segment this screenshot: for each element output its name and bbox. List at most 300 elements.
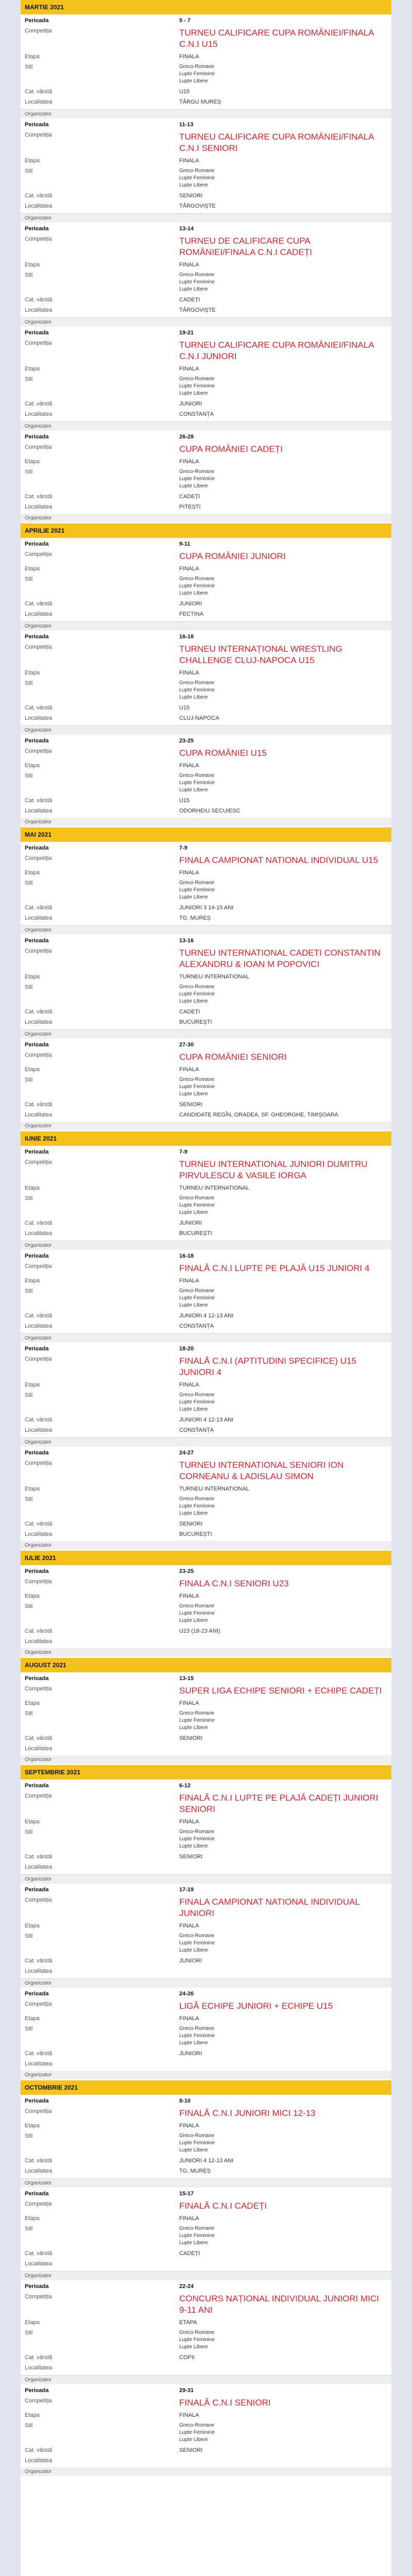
period-value: 6-12 — [179, 1783, 191, 1789]
locality-row — [21, 2455, 391, 2466]
period-row — [21, 2096, 391, 2106]
age-category-row — [21, 1519, 391, 1529]
locality-label: Localitatea — [25, 1745, 53, 1752]
month-header: MAI 2021 — [21, 827, 391, 842]
event-card — [21, 318, 391, 422]
style-item: Lupte Feminine — [179, 279, 215, 285]
period-label: Perioada — [25, 122, 49, 128]
locality-value: TÂRGOVIȘTE — [179, 203, 216, 209]
locality-value — [179, 1745, 387, 1752]
period-row — [21, 1989, 391, 1999]
age-category-label: Cat. vârstă — [25, 1101, 53, 1108]
style-item: Lupte Libere — [179, 2147, 208, 2153]
age-category-label: Cat. vârstă — [25, 89, 53, 95]
locality-row — [21, 1862, 391, 1872]
age-category-label: Cat. vârstă — [25, 2354, 53, 2361]
stage-row — [21, 1698, 391, 1708]
style-item: Greco-Romane — [179, 469, 215, 474]
style-item: Greco-Romane — [179, 576, 215, 582]
competition-row — [21, 1895, 391, 1921]
style-row — [21, 1286, 391, 1311]
style-item: Lupte Libere — [179, 2240, 208, 2246]
stage-value: FINALA — [179, 1593, 199, 1599]
stage-row — [21, 456, 391, 467]
style-item: Greco-Romane — [179, 984, 215, 990]
competition-value: FINALĂ C.N.I SENIORI — [179, 2398, 271, 2408]
locality-row — [21, 1966, 391, 1976]
age-category-value: U15 — [179, 89, 190, 95]
age-category-value: JUNIORI — [179, 1958, 202, 1964]
competition-row — [21, 2396, 391, 2410]
period-label: Perioada — [25, 541, 49, 547]
style-item: Lupte Libere — [179, 1618, 208, 1623]
locality-label: Localitatea — [25, 715, 53, 721]
style-row — [21, 1708, 391, 1733]
period-value: 26-28 — [179, 434, 194, 440]
locality-row — [21, 2059, 391, 2069]
style-item: Lupte Libere — [179, 391, 208, 396]
style-row — [21, 467, 391, 492]
age-category-label: Cat. vârstă — [25, 1854, 53, 1860]
style-value — [179, 680, 387, 701]
age-category-value: U15 — [179, 798, 190, 804]
locality-label: Localitatea — [25, 307, 53, 313]
competition-value: CUPA ROMÂNIEI JUNIORI — [179, 551, 286, 561]
age-category-row — [21, 1007, 391, 1017]
stage-label: Etapa — [25, 158, 40, 164]
style-item: Lupte Libere — [179, 2344, 208, 2350]
age-category-label: Cat. vârstă — [25, 2447, 53, 2453]
period-row — [21, 432, 391, 442]
style-row — [21, 2420, 391, 2445]
competition-value: TURNEU INTERNATIONAL SENIORI ION CORNEANU & LADISLAU SIMON — [179, 1460, 344, 1481]
period-row — [21, 936, 391, 946]
month-header: AUGUST 2021 — [21, 1658, 391, 1672]
age-category-value: COPII — [179, 2354, 195, 2361]
age-category-label: Cat. vârstă — [25, 494, 53, 500]
style-row — [21, 166, 391, 191]
competition-row — [21, 1354, 391, 1380]
locality-row — [21, 1743, 391, 1754]
stage-value: FINALA — [179, 2123, 199, 2129]
locality-label: Localitatea — [25, 2168, 53, 2174]
competition-value: FINALĂ C.N.I (APTITUDINI SPECIFICE) U15 JUNIORI 4 — [179, 1356, 356, 1377]
period-label: Perioada — [25, 1783, 49, 1789]
style-item: Lupte Feminine — [179, 2430, 215, 2435]
age-category-label: Cat. vârstă — [25, 1220, 53, 1226]
competition-label: Competiția — [25, 1793, 52, 1799]
period-value: 5 - 7 — [179, 18, 191, 24]
style-item: Lupte Libere — [179, 1406, 208, 1412]
style-value — [179, 879, 387, 901]
period-row — [21, 1448, 391, 1458]
period-row — [21, 843, 391, 853]
locality-row — [21, 1636, 391, 1647]
style-row — [21, 1193, 391, 1218]
event-card — [21, 110, 391, 214]
age-category-row — [21, 1099, 391, 1110]
locality-label: Localitatea — [25, 2261, 53, 2267]
style-item: Lupte Feminine — [179, 2033, 215, 2039]
style-label: Stil — [25, 1933, 33, 1939]
style-value — [179, 575, 387, 597]
event-card — [21, 2272, 391, 2376]
age-category-row — [21, 191, 391, 201]
competition-row — [21, 1684, 391, 1698]
organizer-label: Organizator — [21, 818, 391, 826]
locality-label: Localitatea — [25, 1638, 53, 1645]
stage-label: Etapa — [25, 262, 40, 268]
competition-value: TURNEU INTERNATIONAL JUNIORI DUMITRU PIRVULESCU & VASILE IORGA — [179, 1159, 368, 1180]
stage-row — [21, 2013, 391, 2024]
stage-row — [21, 668, 391, 678]
style-label: Stil — [25, 1288, 33, 1294]
competition-value: CUPA ROMÂNIEI SENIORI — [179, 1052, 287, 1062]
locality-row — [21, 913, 391, 923]
style-item: Greco-Romane — [179, 2133, 215, 2139]
locality-value: CONSTANȚA — [179, 1427, 214, 1433]
competition-label: Competiția — [25, 1579, 52, 1585]
stage-row — [21, 760, 391, 771]
age-category-value: CADEȚI — [179, 2250, 200, 2257]
style-row — [21, 771, 391, 795]
age-category-label: Cat. vârstă — [25, 2050, 53, 2057]
locality-label: Localitatea — [25, 1323, 53, 1329]
competition-label: Competiția — [25, 444, 52, 450]
style-item: Greco-Romane — [179, 2026, 215, 2031]
event-card — [21, 1438, 391, 1542]
event-card — [21, 1875, 391, 1979]
organizer-label: Organizator — [21, 318, 391, 327]
age-category-label: Cat. vârstă — [25, 401, 53, 407]
stage-value: FINALA — [179, 1700, 199, 1706]
competition-row — [21, 1261, 391, 1276]
style-row — [21, 1494, 391, 1519]
stage-label: Etapa — [25, 1066, 40, 1073]
stage-row — [21, 1064, 391, 1075]
competition-label: Competiția — [25, 1897, 52, 1903]
age-category-row — [21, 1733, 391, 1743]
event-card — [21, 726, 391, 819]
age-category-value: JUNIORI 3 14-15 ANI — [179, 905, 234, 911]
period-label: Perioada — [25, 2098, 49, 2104]
age-category-value: SENIORI — [179, 1101, 203, 1108]
period-row — [21, 224, 391, 234]
competition-label: Competiția — [25, 28, 52, 34]
style-label: Stil — [25, 773, 33, 779]
style-item: Greco-Romane — [179, 64, 215, 70]
organizer-label: Organizator — [21, 726, 391, 735]
event-card — [21, 538, 391, 622]
period-value: 19-21 — [179, 330, 194, 336]
competition-row — [21, 746, 391, 760]
locality-value: PITEȘTI — [179, 504, 201, 510]
competition-row — [21, 1999, 391, 2013]
locality-row — [21, 409, 391, 419]
competition-row — [21, 234, 391, 260]
competition-row — [21, 130, 391, 156]
period-row — [21, 1781, 391, 1791]
period-value: 17-19 — [179, 1887, 194, 1893]
style-row — [21, 678, 391, 703]
organizer-label: Organizator — [21, 1122, 391, 1130]
stage-label: Etapa — [25, 1923, 40, 1929]
organizer-label: Organizator — [21, 514, 391, 522]
locality-row — [21, 1425, 391, 1435]
locality-label: Localitatea — [25, 1968, 53, 1974]
period-row — [21, 2281, 391, 2292]
locality-label: Localitatea — [25, 915, 53, 921]
stage-label: Etapa — [25, 2015, 40, 2022]
stage-value: FINALA — [179, 762, 199, 769]
age-category-label: Cat. vârstă — [25, 905, 53, 911]
age-category-row — [21, 2048, 391, 2059]
event-card — [21, 2179, 391, 2272]
age-category-row — [21, 2248, 391, 2259]
competition-label: Competiția — [25, 644, 52, 650]
locality-label: Localitatea — [25, 99, 53, 105]
stage-label: Etapa — [25, 1185, 40, 1191]
style-item: Lupte Feminine — [179, 383, 215, 389]
style-value — [179, 1496, 387, 1517]
age-category-row — [21, 2445, 391, 2455]
period-value: 27-30 — [179, 1042, 194, 1048]
style-item: Lupte Feminine — [179, 1202, 215, 1208]
age-category-value: JUNIORI 4 12-13 ANI — [179, 2158, 234, 2164]
stage-label: Etapa — [25, 974, 40, 980]
locality-value: TÂRGOVIȘTE — [179, 307, 216, 313]
period-row — [21, 736, 391, 746]
style-item: Lupte Feminine — [179, 71, 215, 77]
style-label: Stil — [25, 576, 33, 582]
locality-value — [179, 2060, 387, 2067]
competition-calendar — [21, 0, 391, 2576]
style-label: Stil — [25, 880, 33, 886]
style-item: Greco-Romane — [179, 1077, 215, 1082]
period-row — [21, 539, 391, 549]
stage-value: FINALA — [179, 1278, 199, 1284]
style-value — [179, 1287, 387, 1309]
competition-row — [21, 1791, 391, 1817]
period-value: 29-31 — [179, 2387, 194, 2394]
event-card — [21, 926, 391, 1030]
competition-row — [21, 1458, 391, 1484]
period-value: 23-25 — [179, 1568, 194, 1574]
style-row — [21, 1390, 391, 1415]
period-label: Perioada — [25, 1675, 49, 1682]
locality-value — [179, 1968, 387, 1975]
organizer-label: Organizator — [21, 1755, 391, 1764]
event-card — [21, 1030, 391, 1123]
locality-label: Localitatea — [25, 2458, 53, 2464]
period-row — [21, 1147, 391, 1157]
age-category-value: SENIORI — [179, 1854, 203, 1860]
locality-row — [21, 609, 391, 619]
competition-value: CUPA ROMÂNIEI U15 — [179, 748, 267, 758]
locality-value: CLUJ-NAPOCA — [179, 715, 219, 721]
competition-value: CONCURS NAȚIONAL INDIVIDUAL JUNIORI MICI 9-11 ANI — [179, 2294, 379, 2315]
period-row — [21, 1673, 391, 1684]
competition-label: Competiția — [25, 1686, 52, 1692]
style-item: Greco-Romane — [179, 1288, 215, 1294]
organizer-label: Organizator — [21, 1438, 391, 1447]
stage-value: ETAPA — [179, 2319, 197, 2326]
style-item: Lupte Feminine — [179, 1084, 215, 1090]
style-value — [179, 2329, 387, 2351]
event-card — [21, 1672, 391, 1756]
stage-value: FINALA — [179, 670, 199, 676]
locality-row — [21, 806, 391, 816]
age-category-row — [21, 2352, 391, 2363]
period-label: Perioada — [25, 1253, 49, 1259]
locality-value: TG. MUREȘ — [179, 2168, 211, 2174]
style-item: Greco-Romane — [179, 1496, 215, 1502]
competition-row — [21, 442, 391, 456]
style-item: Lupte Feminine — [179, 2140, 215, 2146]
locality-row — [21, 97, 391, 107]
style-item: Lupte Feminine — [179, 1836, 215, 1842]
period-label: Perioada — [25, 845, 49, 851]
style-item: Lupte Feminine — [179, 1940, 215, 1946]
style-row — [21, 374, 391, 399]
style-item: Greco-Romane — [179, 272, 215, 278]
period-label: Perioada — [25, 1149, 49, 1155]
organizer-label: Organizator — [21, 622, 391, 631]
style-item: Lupte Feminine — [179, 1718, 215, 1723]
style-item: Greco-Romane — [179, 2330, 215, 2335]
event-card — [21, 2376, 391, 2468]
age-category-label: Cat. vârstă — [25, 2158, 53, 2164]
style-item: Lupte Libere — [179, 182, 208, 188]
competition-label: Competiția — [25, 855, 52, 861]
period-value: 9-11 — [179, 541, 191, 547]
age-category-value: JUNIORI — [179, 401, 202, 407]
locality-label: Localitatea — [25, 1230, 53, 1236]
age-category-row — [21, 399, 391, 409]
style-item: Lupte Feminine — [179, 991, 215, 997]
style-item: Lupte Feminine — [179, 2233, 215, 2239]
period-value: 16-18 — [179, 1253, 194, 1259]
period-label: Perioada — [25, 1450, 49, 1456]
style-item: Lupte Libere — [179, 1511, 208, 1516]
locality-row — [21, 2363, 391, 2373]
month-header: APRILIE 2021 — [21, 523, 391, 538]
period-label: Perioada — [25, 330, 49, 336]
competition-value: FINALA C.N.I SENIORI U23 — [179, 1579, 289, 1588]
style-value — [179, 1828, 387, 1850]
event-card — [21, 842, 391, 926]
competition-label: Competiția — [25, 2108, 52, 2114]
age-category-row — [21, 87, 391, 97]
stage-row — [21, 1591, 391, 1601]
style-row — [21, 878, 391, 903]
stage-label: Etapa — [25, 670, 40, 676]
competition-row — [21, 338, 391, 364]
age-category-value: CADEȚI — [179, 494, 200, 500]
style-label: Stil — [25, 2226, 33, 2232]
locality-value: TÂRGU MUREȘ — [179, 99, 221, 105]
age-category-row — [21, 1415, 391, 1425]
stage-value: FINALA — [179, 54, 199, 60]
style-item: Lupte Libere — [179, 1947, 208, 1953]
locality-row — [21, 2166, 391, 2176]
competition-label: Competiția — [25, 2294, 52, 2300]
age-category-label: Cat. vârstă — [25, 705, 53, 711]
event-card — [21, 2095, 391, 2179]
style-item: Lupte Libere — [179, 894, 208, 900]
organizer-label: Organizator — [21, 1541, 391, 1550]
stage-value: FINALA — [179, 1382, 199, 1388]
style-item: Lupte Libere — [179, 483, 208, 489]
style-item: Greco-Romane — [179, 1603, 215, 1609]
event-card — [21, 1146, 391, 1241]
style-item: Lupte Libere — [179, 1843, 208, 1849]
style-value — [179, 2025, 387, 2047]
locality-label: Localitatea — [25, 2061, 53, 2067]
age-category-row — [21, 1626, 391, 1636]
organizer-label: Organizator — [21, 1875, 391, 1884]
stage-value: FINALA — [179, 2015, 199, 2022]
style-value — [179, 63, 387, 85]
style-item: Greco-Romane — [179, 680, 215, 686]
period-value: 23-25 — [179, 738, 194, 744]
style-value — [179, 167, 387, 189]
style-item: Lupte Feminine — [179, 687, 215, 693]
stage-value: FINALA — [179, 1923, 199, 1929]
period-value: 8-10 — [179, 2098, 191, 2104]
organizer-label: Organizator — [21, 110, 391, 118]
style-label: Stil — [25, 1496, 33, 1502]
competition-label: Competiția — [25, 948, 52, 954]
locality-row — [21, 502, 391, 512]
style-value — [179, 2422, 387, 2444]
age-category-row — [21, 1956, 391, 1966]
locality-label: Localitatea — [25, 611, 53, 617]
stage-label: Etapa — [25, 54, 40, 60]
competition-value: TURNEU INTERNATIONAL CADETI CONSTANTIN ALEXANDRU & IOAN M POPOVICI — [179, 948, 381, 969]
age-category-value: U23 (18-23 ANI) — [179, 1628, 220, 1634]
age-category-value: SENIORI — [179, 1735, 203, 1741]
style-label: Stil — [25, 168, 33, 174]
period-value: 13-16 — [179, 938, 194, 944]
age-category-label: Cat. vârstă — [25, 1628, 53, 1634]
style-item: Lupte Feminine — [179, 1611, 215, 1616]
style-label: Stil — [25, 2422, 33, 2429]
age-category-row — [21, 703, 391, 713]
period-value: 7-9 — [179, 1149, 187, 1155]
style-label: Stil — [25, 376, 33, 382]
competition-row — [21, 549, 391, 564]
period-label: Perioada — [25, 2191, 49, 2197]
stage-value: TURNEU INTERNATIONAL — [179, 1486, 250, 1492]
style-item: Greco-Romane — [179, 880, 215, 886]
competition-row — [21, 642, 391, 668]
locality-label: Localitatea — [25, 808, 53, 814]
age-category-value: JUNIORI — [179, 2050, 202, 2057]
stage-value: TURNEU INTERNATIONAL — [179, 1185, 250, 1191]
style-row — [21, 270, 391, 295]
stage-row — [21, 260, 391, 270]
style-item: Greco-Romane — [179, 1392, 215, 1398]
stage-value: FINALA — [179, 2412, 199, 2418]
style-item: Lupte Libere — [179, 78, 208, 84]
style-item: Lupte Feminine — [179, 476, 215, 482]
locality-row — [21, 305, 391, 315]
style-value — [179, 2132, 387, 2154]
organizer-label: Organizator — [21, 214, 391, 223]
age-category-label: Cat. vârstă — [25, 193, 53, 199]
style-item: Lupte Feminine — [179, 887, 215, 893]
